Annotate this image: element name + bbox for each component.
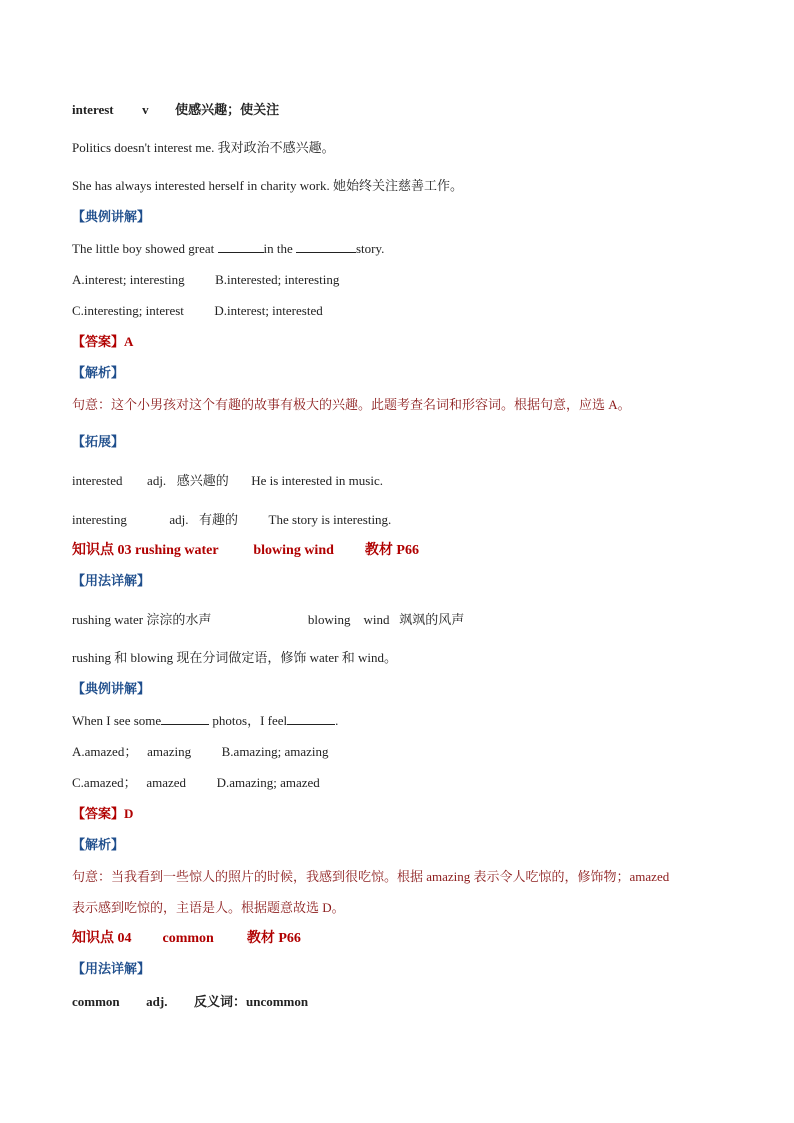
answer-value: D (124, 806, 134, 821)
entry-meaning: 使感兴趣；使关注 (175, 102, 280, 117)
knowledge-point-03 (72, 542, 419, 560)
example-sentence-1: Politics doesn't interest me. 我对政治不感兴趣。 (72, 140, 335, 155)
ext-example: The story is interesting. (268, 512, 392, 527)
option-d: D.amazing; amazed (216, 775, 320, 790)
question-text: . (335, 713, 339, 728)
entry-pos: v (142, 102, 149, 117)
analysis-header: 【解析】 (72, 837, 125, 852)
ext-word: interesting (72, 512, 127, 527)
usage-term-1: rushing water 淙淙的水声 (72, 612, 212, 627)
question-text: story. (356, 241, 385, 256)
entry-common (72, 993, 308, 1011)
knowledge-point-04 (72, 930, 301, 948)
question-text: The little boy showed great (72, 241, 218, 256)
ext-pos: adj. (169, 512, 189, 527)
entry-pos: adj. (146, 994, 168, 1009)
option-b: B.interested; interesting (215, 272, 340, 287)
options-row-2 (72, 774, 320, 792)
answer (72, 805, 133, 823)
usage-header: 【用法详解】 (72, 573, 151, 588)
ext-meaning: 有趣的 (199, 512, 239, 527)
kp-term: blowing wind (253, 543, 334, 558)
extension-item-interested (72, 472, 383, 490)
ext-word: interested (72, 473, 123, 488)
question-1 (72, 240, 384, 258)
extension-item-interesting (72, 511, 391, 529)
ext-example: He is interested in music. (251, 473, 383, 488)
question-2 (72, 712, 338, 730)
blank (161, 712, 209, 725)
usage-line-2: rushing 和 blowing 现在分词做定语，修饰 water 和 wind。 (72, 650, 397, 665)
option-a: A.amazed； amazing (72, 744, 192, 759)
example-header: 【典例讲解】 (72, 681, 151, 696)
options-row-1 (72, 271, 339, 289)
usage-term-2: blowing wind 飒飒的风声 (307, 612, 465, 627)
kp-label: 知识点 03 rushing water (72, 543, 219, 558)
options-row-2 (72, 302, 323, 320)
entry-antonym: 反义词：uncommon (193, 994, 309, 1009)
example-header: 【典例讲解】 (72, 209, 151, 224)
option-a: A.interest; interesting (72, 272, 185, 287)
kp-book: 教材 P66 (364, 543, 419, 558)
option-c: C.amazed； amazed (72, 775, 187, 790)
analysis-header: 【解析】 (72, 365, 125, 380)
answer-label: 【答案】 (72, 334, 125, 349)
analysis-text: 句意：这个小男孩对这个有趣的故事有极大的兴趣。此题考查名词和形容词。根据句意，应选 A。 (72, 397, 631, 412)
ext-pos: adj. (147, 473, 167, 488)
ext-meaning: 感兴趣的 (176, 473, 229, 488)
entry-interest-verb (72, 101, 279, 119)
option-d: D.interest; interested (214, 303, 323, 318)
entry-word: interest (72, 102, 114, 117)
question-text: When I see some (72, 713, 162, 728)
answer (72, 333, 133, 351)
kp-book: 教材 P66 (246, 931, 301, 946)
answer-label: 【答案】 (72, 806, 125, 821)
option-c: C.interesting; interest (72, 303, 184, 318)
analysis-text-line-1: 句意：当我看到一些惊人的照片的时候，我感到很吃惊。根据 amazing 表示令人吃惊的，修饰物；amazed (72, 869, 670, 884)
usage-header: 【用法详解】 (72, 961, 151, 976)
options-row-1 (72, 743, 328, 761)
extension-header: 【拓展】 (72, 434, 125, 449)
answer-value: A (124, 334, 134, 349)
entry-word: common (72, 994, 120, 1009)
blank (287, 712, 335, 725)
blank (296, 240, 356, 253)
option-b: B.amazing; amazing (221, 744, 329, 759)
question-text: in the (263, 241, 296, 256)
usage-line-1 (72, 611, 464, 629)
blank (218, 240, 264, 253)
kp-term: common (162, 931, 214, 946)
example-sentence-2: She has always interested herself in charity work. 她始终关注慈善工作。 (72, 178, 464, 193)
question-text: photos，I feel (209, 713, 288, 728)
analysis-text-line-2: 表示感到吃惊的，主语是人。根据题意故选 D。 (72, 900, 345, 915)
kp-label: 知识点 04 (72, 931, 132, 946)
